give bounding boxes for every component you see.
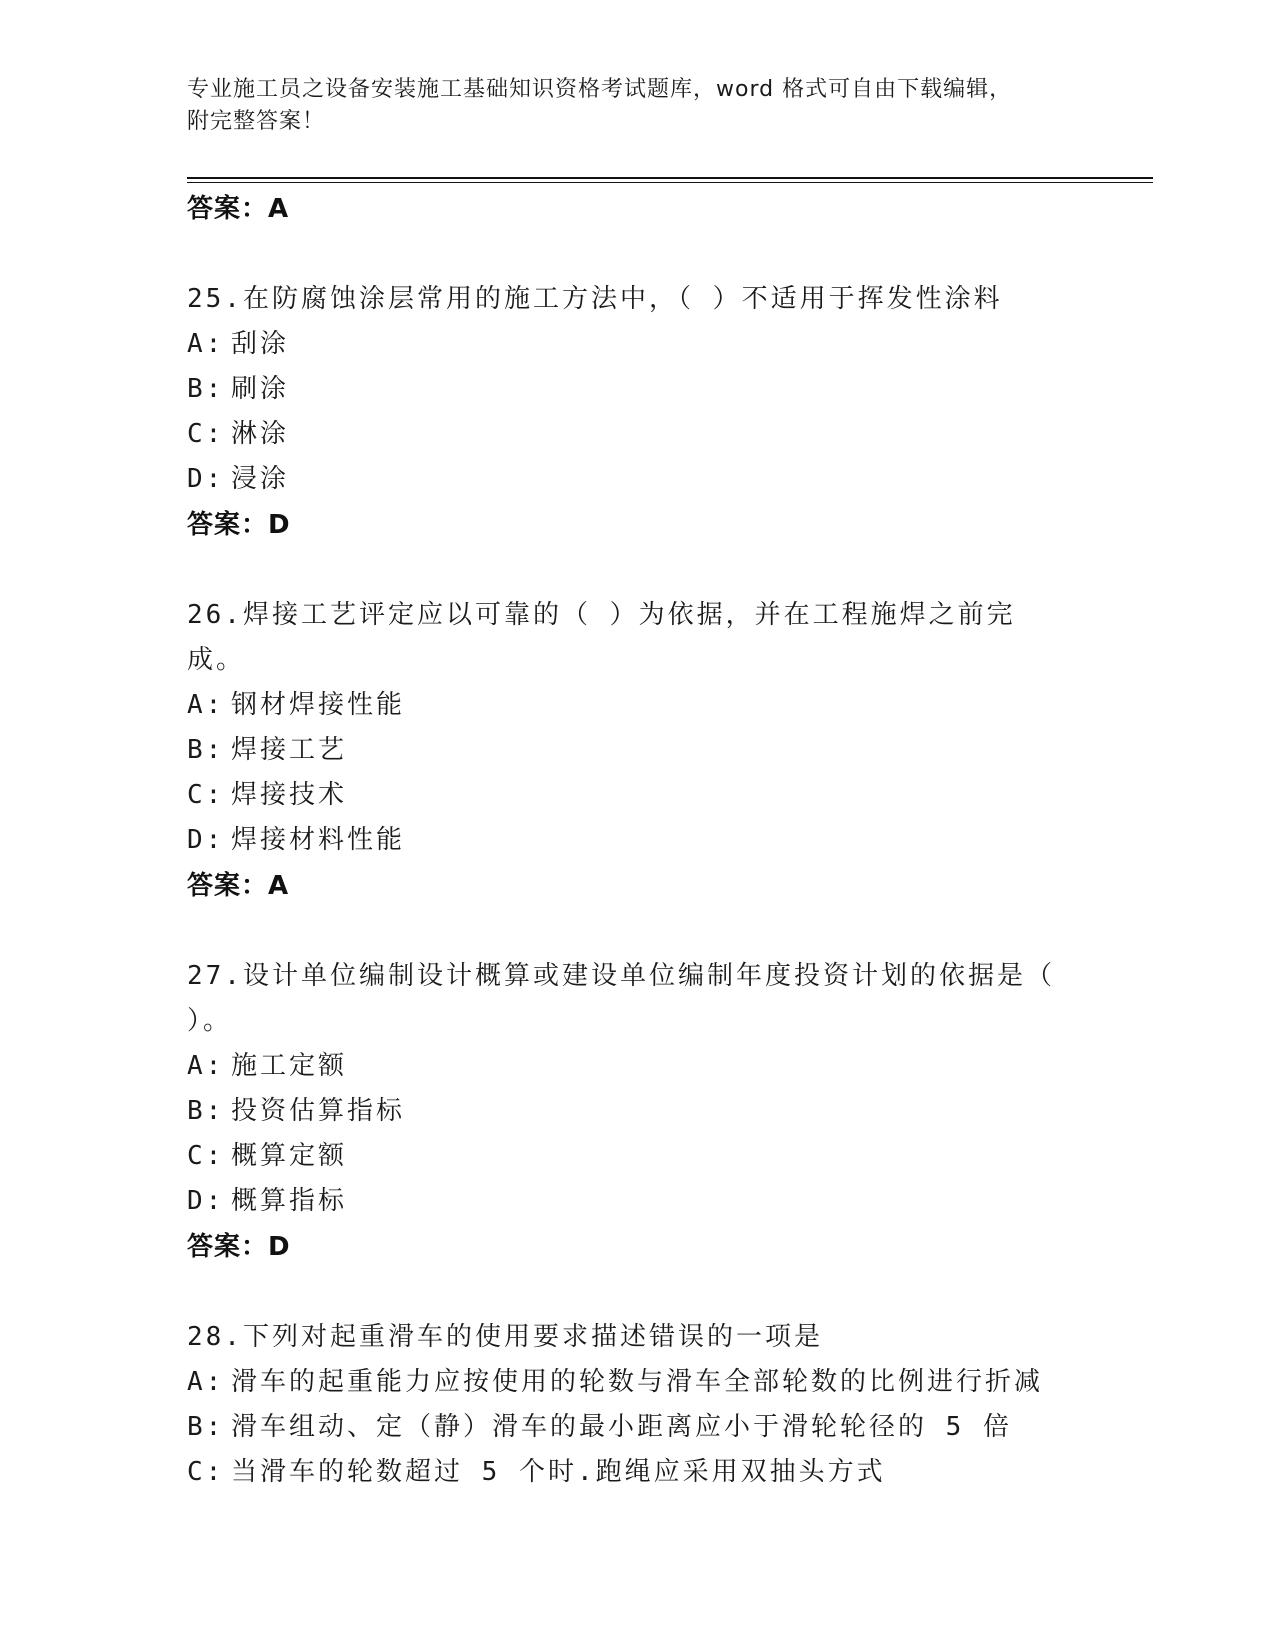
option-a [187,322,1067,367]
option-letter: C: [187,780,225,810]
option-letter: C: [187,1141,225,1171]
option-text: 滑车组动、定（静）滑车的最小距离应小于滑轮轮径的 5 倍 [231,1412,1012,1442]
option-letter: A: [187,1367,225,1397]
option-letter: D: [187,825,225,855]
question-25 [187,277,1067,548]
option-letter: B: [187,735,225,765]
page-header [187,74,1087,138]
question-stem-continued: ）。 [187,1006,233,1036]
spacer [187,232,1067,277]
answer-line: 答案：D [187,1232,291,1262]
option-text: 投资估算指标 [231,1096,406,1126]
option-letter: C: [187,1457,225,1487]
option-letter: D: [187,1186,225,1216]
option-letter: A: [187,1051,225,1081]
spacer [187,548,1067,593]
option-letter: B: [187,374,225,404]
option-letter: A: [187,329,225,359]
question-list [187,186,1067,1495]
option-text: 焊接材料性能 [231,825,406,855]
question-28 [187,1315,1067,1495]
option-text: 淋涂 [231,419,290,449]
header-rule-thick [187,177,1153,179]
option-letter: B: [187,1096,225,1126]
option-text: 刷涂 [231,374,290,404]
option-text: 滑车的起重能力应按使用的轮数与滑车全部轮数的比例进行折减 [231,1367,1044,1397]
option-letter: D: [187,464,225,494]
option-a [187,683,1067,728]
header-line-2: 附完整答案！ [187,109,326,134]
question-stem: 28.下列对起重滑车的使用要求描述错误的一项是 [187,1322,823,1352]
option-text: 概算定额 [231,1141,348,1171]
question-stem: 27.设计单位编制设计概算或建设单位编制年度投资计划的依据是（ [187,961,1055,991]
option-b [187,1405,1067,1450]
answer-line: 答案：D [187,510,291,540]
answer-line: 答案：A [187,871,290,901]
option-text: 施工定额 [231,1051,348,1081]
option-c [187,773,1067,818]
option-text: 概算指标 [231,1186,348,1216]
option-c [187,1134,1067,1179]
option-a [187,1044,1067,1089]
option-b [187,1089,1067,1134]
option-d [187,457,1067,502]
option-letter: A: [187,690,225,720]
question-27 [187,954,1067,1270]
option-b [187,367,1067,412]
previous-answer: 答案：A [187,194,290,224]
question-26 [187,593,1067,909]
option-text: 当滑车的轮数超过 5 个时.跑绳应采用双抽头方式 [231,1457,886,1487]
option-d [187,818,1067,863]
option-a [187,1360,1067,1405]
question-stem: 26.焊接工艺评定应以可靠的（ ）为依据，并在工程施焊之前完成。 [187,600,1016,675]
option-text: 浸涂 [231,464,290,494]
option-d [187,1179,1067,1224]
option-c [187,1450,1067,1495]
spacer [187,909,1067,954]
spacer [187,1270,1067,1315]
option-text: 刮涂 [231,329,290,359]
option-text: 钢材焊接性能 [231,690,406,720]
option-text: 焊接工艺 [231,735,348,765]
option-b [187,728,1067,773]
header-rule-thin [187,182,1153,183]
option-letter: B: [187,1412,225,1442]
option-letter: C: [187,419,225,449]
option-text: 焊接技术 [231,780,348,810]
header-line-1: 专业施工员之设备安装施工基础知识资格考试题库，word 格式可自由下载编辑， [187,77,1013,102]
question-stem: 25.在防腐蚀涂层常用的施工方法中，（ ）不适用于挥发性涂料 [187,284,1003,314]
option-c [187,412,1067,457]
